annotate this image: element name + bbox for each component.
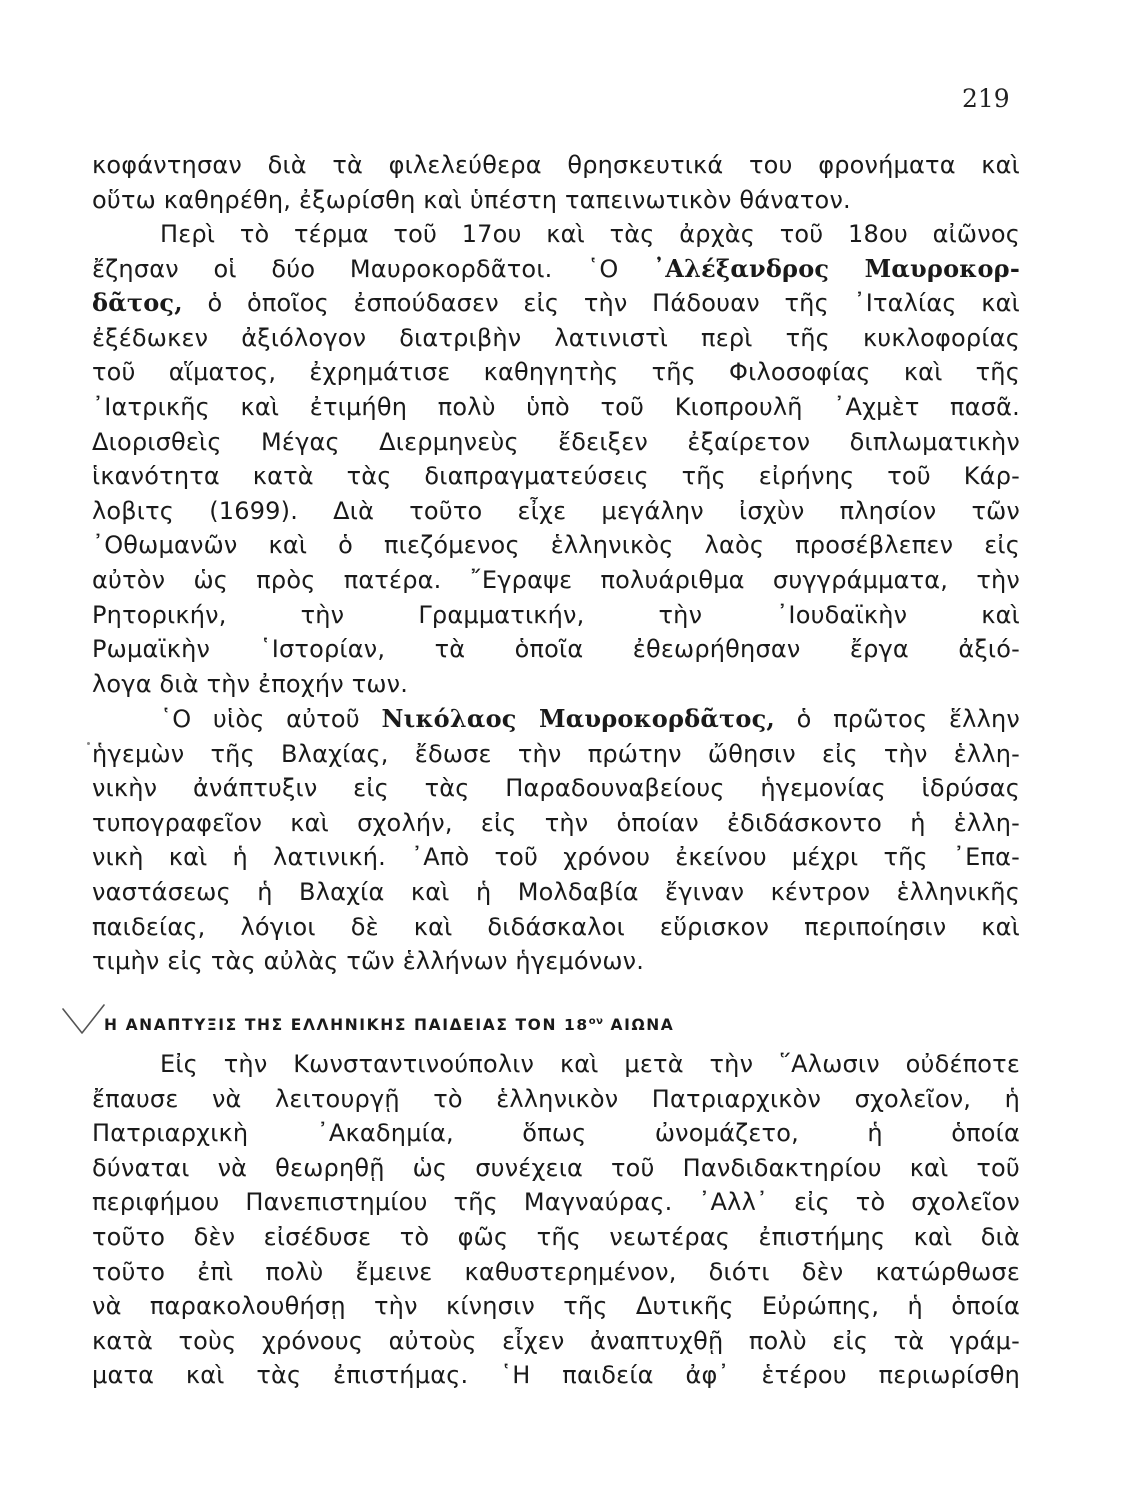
bold-name: ᾿Αλέξανδρος Μαυροκορ-	[653, 253, 1020, 283]
text-line: παιδείας, λόγιοι δὲ καὶ διδάσκαλοι εὕρισκον περιποίησιν καὶ	[92, 912, 1020, 941]
text-run: ῾Ο υἱὸς αὐτοῦ	[160, 705, 382, 733]
text-line: τυπογραφεῖον καὶ σχολήν, εἰς τὴν ὁποίαν ἐδιδάσκοντο ἡ ἑλλη-	[92, 808, 1020, 837]
text-line: αὐτὸν ὡς πρὸς πατέρα. ῎Εγραψε πολυάριθμα συγγράμματα, τὴν	[92, 565, 1020, 594]
paragraph-section-body	[92, 1047, 1020, 1393]
section-heading	[104, 1016, 674, 1034]
bold-name: Νικόλαος Μαυροκορδᾶτος,	[381, 704, 775, 733]
paragraph-continuation	[92, 148, 1020, 217]
text-line	[92, 702, 1020, 737]
text-line: κοφάντησαν διὰ τὰ φιλελεύθερα θρησκευτικά του φρονήματα καὶ	[92, 151, 1020, 179]
text-line: Εἰς τὴν Κωνσταντινούπολιν καὶ μετὰ τὴν ῞Αλωσιν οὐδέποτε	[160, 1050, 1020, 1078]
text-line: ᾿Οθωμανῶν καὶ ὁ πιεζόμενος ἑλληνικὸς λαὸς προσέβλεπεν εἰς	[92, 531, 1020, 560]
text-line: κατὰ τοὺς χρόνους αὐτοὺς εἶχεν ἀναπτυχθῇ πολὺ εἰς τὰ γράμ-	[92, 1326, 1020, 1355]
text-line	[92, 286, 1020, 321]
stray-mark	[87, 742, 90, 745]
text-line: τοῦ αἵματος, ἐχρημάτισε καθηγητὴς τῆς Φιλοσοφίας καὶ τῆς	[92, 358, 1020, 387]
text-run: ὁ ὁποῖος ἐσπούδασεν εἰς τὴν Πάδουαν τῆς ᾿Ιταλίας καὶ	[182, 289, 1020, 318]
text-run: ὁ πρῶτος ἕλλην	[774, 705, 1020, 733]
heading-text: Η ΑΝΑΠΤΥΞΙΣ ΤΗΣ ΕΛΛΗΝΙΚΗΣ ΠΑΙΔΕΙΑΣ ΤΟΝ 18	[104, 1016, 589, 1035]
text-line: Ρωμαϊκὴν ῾Ιστορίαν, τὰ ὁποῖα ἐθεωρήθησαν ἔργα ἀξιό-	[92, 635, 1020, 664]
text-line: ἔπαυσε νὰ λειτουργῇ τὸ ἑλληνικὸν Πατριαρχικὸν σχολεῖον, ἡ	[92, 1084, 1020, 1113]
paragraph-alexandros	[92, 217, 1020, 701]
text-line: Πατριαρχικὴ ᾿Ακαδημία, ὅπως ὠνομάζετο, ἡ ὁποία	[92, 1119, 1020, 1148]
bold-name: δᾶτος,	[92, 288, 183, 318]
text-line: λογα διὰ τὴν ἐποχήν των.	[92, 669, 409, 698]
text-line: τοῦτο δὲν εἰσέδυσε τὸ φῶς τῆς νεωτέρας ἐπιστήμης καὶ διὰ	[92, 1222, 1020, 1251]
text-line: λοβιτς (1699). Διὰ τοῦτο εἶχε μεγάλην ἰσχὺν πλησίον τῶν	[92, 496, 1020, 525]
text-line: περιφήμου Πανεπιστημίου τῆς Μαγναύρας. ᾿Αλλ᾿ εἰς τὸ σχολεῖον	[92, 1188, 1020, 1217]
text-line: ᾿Ιατρικῆς καὶ ἐτιμήθη πολὺ ὑπὸ τοῦ Κιοπρουλῆ ᾿Αχμὲτ πασᾶ.	[92, 392, 1020, 421]
text-run: ἔζησαν οἱ δύο Μαυροκορδᾶτοι. ῾Ο	[92, 254, 654, 283]
text-line: νικὴν ἀνάπτυξιν εἰς τὰς Παραδουναβείους ἡγεμονίας ἱδρύσας	[92, 774, 1020, 803]
text-line	[92, 252, 1020, 287]
heading-superscript: ον	[588, 1016, 604, 1027]
text-line: νικὴ καὶ ἡ λατινική. ᾿Απὸ τοῦ χρόνου ἐκείνου μέχρι τῆς ᾿Επα-	[92, 843, 1020, 872]
text-line: νὰ παρακολουθήσῃ τὴν κίνησιν τῆς Δυτικῆς Εὐρώπης, ἡ ὁποία	[92, 1292, 1020, 1321]
heading-tail: ΑΙΩΝΑ	[603, 1016, 675, 1035]
text-line: ἐξέδωκεν ἀξιόλογον διατριβὴν λατινιστὶ περὶ τῆς κυκλοφορίας	[92, 323, 1020, 352]
text-line: ἡγεμὼν τῆς Βλαχίας, ἔδωσε τὴν πρώτην ὤθησιν εἰς τὴν ἑλλη-	[92, 739, 1020, 768]
text-line: ναστάσεως ἡ Βλαχία καὶ ἡ Μολδαβία ἔγιναν κέντρον ἑλληνικῆς	[92, 877, 1020, 906]
text-line: ἱκανότητα κατὰ τὰς διαπραγματεύσεις τῆς εἰρήνης τοῦ Κάρ-	[92, 462, 1020, 491]
paragraph-nikolaos	[92, 702, 1020, 979]
page-number: 219	[962, 84, 1010, 113]
text-line: τοῦτο ἐπὶ πολὺ ἔμεινε καθυστερημένον, διότι δὲν κατώρθωσε	[92, 1257, 1020, 1286]
text-line: Ρητορικήν, τὴν Γραμματικήν, τὴν ᾿Ιουδαϊκὴν καὶ	[92, 600, 1020, 629]
text-line: τιμὴν εἰς τὰς αὐλὰς τῶν ἑλλήνων ἡγεμόνων.	[92, 947, 645, 976]
text-line: ματα καὶ τὰς ἐπιστήμας. ῾Η παιδεία ἀφ᾿ ἑτέρου περιωρίσθη	[92, 1361, 1020, 1390]
text-line: δύναται νὰ θεωρηθῇ ὡς συνέχεια τοῦ Πανδιδακτηρίου καὶ τοῦ	[92, 1153, 1020, 1182]
text-line: Περὶ τὸ τέρμα τοῦ 17ου καὶ τὰς ἀρχὰς τοῦ 18ου αἰῶνος	[160, 220, 1020, 248]
text-line: οὕτω καθηρέθη, ἐξωρίσθη καὶ ὑπέστη ταπεινωτικὸν θάνατον.	[92, 185, 851, 214]
text-line: Διορισθεὶς Μέγας Διερμηνεὺς ἔδειξεν ἐξαίρετον διπλωματικὴν	[92, 427, 1020, 456]
check-mark-icon	[60, 1003, 106, 1039]
